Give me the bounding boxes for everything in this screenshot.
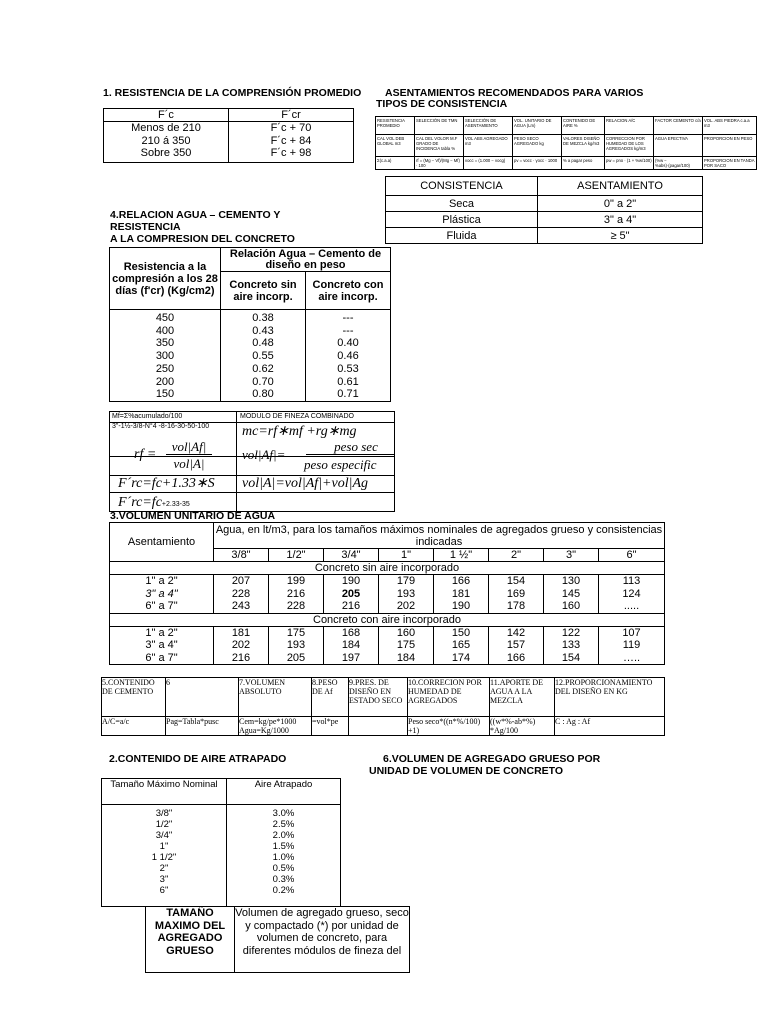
agua-con-column [214, 626, 269, 665]
agua-con-column [599, 626, 665, 665]
step-formula: C : Ag : Af [555, 717, 665, 736]
agua-cell: 184 [341, 639, 361, 651]
tamano-cell: 6" [159, 885, 169, 896]
agua-cell: 119 [622, 639, 641, 651]
agua-sin-column [544, 575, 599, 614]
mini-cell: AGUA EFECTIVA [654, 135, 703, 157]
resistencia-cell: 400 [155, 324, 175, 337]
volaf-numerator: peso sec [306, 439, 395, 455]
mini-cell: VOL ABS AGREGADO m3 [464, 135, 513, 157]
header-fcr: F´cr [229, 109, 354, 122]
asentamiento-cell: 0" a 2" [538, 196, 703, 212]
mini-row [376, 157, 757, 170]
section-4-title-line3: A LA COMPRESION DEL CONCRETO [110, 233, 295, 245]
agua-cell: 175 [286, 626, 306, 639]
mini-cell: (%w − %abs)·(pagar/100) [654, 157, 703, 170]
fc-cell: Sobre 350 [140, 147, 192, 159]
agua-cell: 190 [451, 600, 471, 612]
resistencia-promedio-table [103, 108, 354, 163]
fc-column [104, 122, 229, 163]
step-formula: ((w*%-ab*%) *Ag/100 [490, 717, 555, 736]
resistencia-cell: 300 [155, 350, 175, 363]
mini-cell: pw = pno · (1 + %w/100) [605, 157, 654, 170]
agua-cell: 228 [286, 600, 306, 612]
agua-cell: 168 [341, 626, 361, 639]
sin-aire-cell: 0.48 [252, 337, 274, 350]
subheader-con-aire: Concreto con aire incorporado [110, 613, 665, 626]
header-resistencia: Resistencia a la compresión a los 28 días (f'cr) (Kg/cm2) [110, 248, 221, 310]
section-3-title: 3.VOLUMEN UNITARIO DE AGUA [110, 510, 276, 522]
asent-cell: 3" a 4" [145, 639, 178, 651]
aire-column [227, 805, 341, 907]
mini-cell: Σ(c.a.a) [376, 157, 415, 170]
mini-cell: vocc = (1.000 − vocg) [464, 157, 513, 170]
mini-cell: CONTENIDO DE AIRE % [562, 117, 605, 135]
sin-aire-cell: 0.70 [252, 375, 274, 388]
agua-cell: 202 [231, 639, 251, 651]
agua-cell: 181 [231, 626, 251, 639]
step-header: 6 [166, 678, 239, 717]
agua-cell: 193 [396, 587, 416, 600]
section-4-title-line1: 4.RELACION AGUA – CEMENTO Y [110, 209, 281, 221]
mini-cell: RELACION A/C [605, 117, 654, 135]
agua-con-column [544, 626, 599, 665]
agua-con-column [379, 626, 434, 665]
resistencia-cell: 450 [155, 312, 175, 324]
mini-cell: CORRECCION POR HUMEDAD DE LOS AGREGADOS kg/m3 [605, 135, 654, 157]
agua-cell: 165 [451, 639, 471, 651]
agua-sin-column [379, 575, 434, 614]
mini-row [376, 117, 757, 135]
volumen-agregado-grueso-table [145, 906, 410, 973]
agua-sin-column [324, 575, 379, 614]
con-aire-cell: 0.71 [337, 388, 359, 401]
con-aire-cell: 0.61 [337, 375, 359, 388]
mini-cell: PESO SECO AGREGADO kg [513, 135, 562, 157]
aire-cell: 3.0% [272, 808, 295, 819]
pasos-diseno-table [101, 677, 665, 736]
agua-sin-column [599, 575, 665, 614]
diseno-resumen-table [375, 116, 757, 170]
tamano-cell: 1/2" [155, 819, 173, 830]
con-aire-cell: --- [342, 312, 354, 324]
agua-cell: 184 [396, 651, 416, 664]
agua-cell: 179 [396, 575, 416, 587]
agua-cell: 216 [286, 587, 306, 600]
header-asentamiento-agua: Asentamiento [110, 523, 214, 562]
fcr-cell: F´c + 70 [270, 122, 312, 134]
size-header: 2" [489, 549, 544, 562]
agua-cell: 205 [286, 651, 306, 664]
size-header: 3/4" [324, 549, 379, 562]
agua-cell: ..... [623, 600, 640, 612]
agua-cell: 160 [396, 626, 416, 639]
resistencia-cell: 350 [155, 337, 175, 350]
agua-cell: 207 [231, 575, 251, 587]
aire-cell: 2.0% [272, 830, 295, 841]
resistencia-cell: 150 [155, 388, 175, 401]
size-header: 3" [544, 549, 599, 562]
rf-numerator: vol|Af| [166, 439, 212, 455]
mc-lhs: mc [242, 424, 259, 439]
asentamiento-title-line1: ASENTAMIENTOS RECOMENDADOS PARA VARIOS [385, 87, 644, 99]
agua-cell: 169 [506, 587, 526, 600]
agua-cell: 199 [286, 575, 306, 587]
aire-cell: 1.0% [272, 852, 295, 863]
agua-cell: 216 [341, 600, 361, 612]
tamano-column [102, 805, 227, 907]
agua-sin-column [434, 575, 489, 614]
mini-cell: SELECCIÓN DE TMN [415, 117, 464, 135]
asent-cell: 1" a 2" [145, 575, 178, 587]
agua-cell: 145 [561, 587, 581, 600]
fcr2-sub: +2.33-35 [161, 501, 190, 508]
tamano-cell: 1" [159, 841, 169, 852]
sin-aire-cell: 0.62 [252, 362, 274, 375]
step-formula-line: Cem=kg/pe*1000 [239, 717, 297, 726]
tamano-cell: 3/8" [155, 808, 173, 819]
formulas-box [109, 411, 395, 512]
mini-cell: VALORES DISEÑO DE MEZCLA kg/m3 [562, 135, 605, 157]
agua-cell: 205 [341, 587, 361, 600]
aire-cell: 0.2% [272, 885, 295, 896]
step-formula [239, 717, 312, 736]
sin-aire-cell: 0.80 [252, 388, 274, 401]
asent-cell: 1" a 2" [145, 626, 178, 639]
agua-cell: 133 [561, 639, 581, 651]
con-aire-cell: 0.53 [337, 362, 359, 375]
mf-definition: Mf=Σ%acumulado/100 [112, 413, 183, 420]
fc-cell: 210 á 350 [141, 134, 191, 147]
mini-cell: SELECCIÓN DE ASENTAMIENTO [464, 117, 513, 135]
subheader-sin-aire: Concreto sin aire incorporado [110, 562, 665, 575]
mini-cell: CAL DEL VOLOR M.F GRADO DE INCIDENCIA tabla % [415, 135, 464, 157]
asentamiento-cell: 3" a 4" [538, 212, 703, 228]
fcr2-main: F´rc=fc [118, 495, 162, 510]
fcr-formula-1: F´rc=fc+1.33∗S [118, 476, 215, 491]
agua-con-column [489, 626, 544, 665]
step-header: 11.APORTE DE AGUA A LA MEZCLA [490, 678, 555, 717]
header-tamano: Tamaño Máximo Nominal [102, 779, 227, 805]
fcr-column [229, 122, 354, 163]
step-formula: A/C=a/c [102, 717, 166, 736]
tamano-cell: 3/4" [155, 830, 173, 841]
aire-cell: 0.3% [272, 874, 295, 885]
header-con-aire: Concreto con aire incorp. [306, 272, 391, 310]
agua-sin-column [489, 575, 544, 614]
agua-cell: 107 [622, 626, 641, 639]
asent-sin-column [110, 575, 214, 614]
agua-con-column [269, 626, 324, 665]
section-2-title: 2.CONTENIDO DE AIRE ATRAPADO [109, 753, 287, 765]
agua-cell: 174 [451, 651, 471, 664]
step-header: 8.PESO DE Af [312, 678, 349, 717]
fcr-formula-2 [118, 493, 190, 511]
section-6-title-line1: 6.VOLUMEN DE AGREGADO GRUESO POR [383, 753, 601, 765]
mallas-list: 3"-1½-3/8-N°4 -8-16-30-50-100 [112, 423, 210, 430]
agua-cell: 178 [506, 600, 526, 612]
size-header: 1/2" [269, 549, 324, 562]
step-header: 7.VOLUMEN ABSOLUTO [239, 678, 312, 717]
fc-cell: Menos de 210 [131, 122, 201, 134]
step-formula-empty [349, 717, 408, 736]
size-header: 1 ½" [434, 549, 489, 562]
header-fc: F´c [104, 109, 229, 122]
rf-lhs: rf = [134, 447, 157, 462]
header-aire: Aire Atrapado [227, 779, 341, 805]
consistencia-cell: Plástica [386, 212, 538, 228]
agua-cell: 197 [341, 651, 361, 664]
con-aire-cell: 0.40 [337, 337, 359, 350]
mini-cell: pv = vocc · γocc · 1000 [513, 157, 562, 170]
step-formula: Pag=Tabla*pusc [166, 717, 239, 736]
agua-cell: 202 [396, 600, 416, 612]
resistencia-column [110, 310, 221, 402]
agua-cell: 154 [561, 651, 581, 664]
consistencia-cell: Seca [386, 196, 538, 212]
section-1-title: 1. RESISTENCIA DE LA COMPRENSIÓN PROMEDIO [103, 87, 362, 99]
agua-sin-column [214, 575, 269, 614]
section-6-title-line2: UNIDAD DE VOLUMEN DE CONCRETO [369, 765, 564, 777]
agua-cell: 157 [506, 639, 526, 651]
mini-cell: CAL VOL DEB GLOBAL m3 [376, 135, 415, 157]
mini-cell: VOL. UNITARIO DE AGUA (Lm) [513, 117, 562, 135]
header-agua: Agua, en lt/m3, para los tamaños máximos nominales de agregados grueso y consistencias indicadas [214, 523, 665, 549]
agua-cell: 193 [286, 639, 306, 651]
volaf-lhs: vol|Af|= [242, 447, 286, 462]
vola-formula: vol|A|=vol|Af|+vol|Ag [242, 476, 368, 491]
asent-con-column [110, 626, 214, 665]
agua-cell: 166 [451, 575, 471, 587]
step-header: 10.CORRECION POR HUMEDAD DE AGREGADOS [408, 678, 490, 717]
agua-cell: 228 [231, 587, 251, 600]
asent-cell: 6" a 7" [145, 600, 178, 612]
con-aire-cell: --- [342, 324, 354, 337]
step-formula-line: Agua=Kg/1000 [239, 726, 289, 735]
agua-cell: 142 [506, 626, 526, 639]
volaf-denominator: peso especific [304, 457, 377, 472]
agua-cell: 150 [451, 626, 471, 639]
header-sin-aire: Concreto sin aire incorp. [221, 272, 306, 310]
agua-con-column [434, 626, 489, 665]
rf-denominator: vol|A| [173, 456, 205, 471]
sin-aire-cell: 0.38 [252, 312, 274, 324]
mini-cell: FACTOR CEMENTO c/a [654, 117, 703, 135]
agua-cell: 113 [622, 575, 641, 587]
asent-cell: 6" a 7" [145, 651, 178, 664]
mini-row [376, 135, 757, 157]
tamano-cell: 2" [159, 863, 169, 874]
step-header: 5.CONTENIDO DE CEMENTO [102, 678, 166, 717]
mini-cell: rf = (Mg − Vf)/(Mg − Mf) · 100 [415, 157, 464, 170]
mini-cell: RESISTENCIA PROMEDIO [376, 117, 415, 135]
asentamiento-title-line2: TIPOS DE CONSISTENCIA [376, 98, 508, 110]
tamano-cell: 1 1/2" [151, 852, 177, 863]
header-volumen-agregado: Volumen de agregado grueso, seco y compactado (*) por unidad de volumen de concreto, para diferentes módulos de fineza del [235, 907, 410, 973]
agua-cell: 154 [506, 575, 526, 587]
mini-cell: VOL. ABS PIEDRA c.a.a m3 [703, 117, 757, 135]
relacion-agua-cemento-table [109, 247, 391, 402]
section-4-title-line2: RESISTENCIA [110, 221, 181, 233]
resistencia-cell: 250 [155, 362, 175, 375]
size-header: 3/8" [214, 549, 269, 562]
agua-cell: 130 [561, 575, 581, 587]
header-consistencia: CONSISTENCIA [386, 177, 538, 196]
mini-cell: PROPORCION EN TANDA POR SACO [704, 158, 755, 168]
agua-cell: 166 [506, 651, 526, 664]
header-asentamiento: ASENTAMIENTO [538, 177, 703, 196]
agua-cell: 175 [396, 639, 416, 651]
mc-formula [242, 424, 357, 440]
con-aire-column [306, 310, 391, 402]
agua-sin-column [269, 575, 324, 614]
tamano-cell: 3" [159, 874, 169, 885]
sin-aire-cell: 0.55 [252, 350, 274, 363]
agua-cell: 160 [561, 600, 581, 612]
fcr-cell: F´c + 84 [270, 134, 312, 147]
size-header: 1" [379, 549, 434, 562]
mini-cell: % a pagar peso [562, 157, 605, 170]
mini-cell: PROPORCION EN PESO [703, 135, 757, 157]
agua-cell: 124 [622, 587, 641, 600]
agua-cell: 243 [231, 600, 251, 612]
fcr-cell: F´c + 98 [270, 147, 312, 159]
header-tamano-agregado: TAMAÑO MAXIMO DEL AGREGADO GRUESO [146, 907, 235, 973]
aire-cell: 0.5% [272, 863, 295, 874]
sin-aire-column [221, 310, 306, 402]
step-formula: Peso seco*((n*%/100) +1) [408, 717, 490, 736]
mc-rhs: =rf∗mf +rg∗mg [258, 424, 357, 439]
header-relacion: Relación Agua – Cemento de diseño en peso [221, 248, 391, 272]
agua-cell: ….. [622, 651, 641, 664]
consistencia-table [385, 176, 703, 244]
volumen-unitario-agua-table [109, 522, 665, 665]
sin-aire-cell: 0.43 [252, 324, 274, 337]
agua-cell: 181 [451, 587, 471, 600]
agua-con-column [324, 626, 379, 665]
consistencia-cell: Fluida [386, 228, 538, 244]
asent-cell: 3" a 4" [145, 587, 178, 600]
step-header: 9.PRES. DE DISEÑO EN ESTADO SECO [349, 678, 408, 717]
aire-cell: 2.5% [272, 819, 295, 830]
aire-cell: 1.5% [272, 841, 295, 852]
step-header: 12.PROPORCIONAMIENTO DEL DISEÑO EN KG [555, 678, 665, 717]
step-formula: =vol*pe [312, 717, 349, 736]
asentamiento-cell: ≥ 5" [538, 228, 703, 244]
resistencia-cell: 200 [155, 375, 175, 388]
agua-cell: 122 [561, 626, 581, 639]
agua-cell: 190 [341, 575, 361, 587]
aire-atrapado-table [101, 778, 341, 907]
agua-cell: 216 [231, 651, 251, 664]
con-aire-cell: 0.46 [337, 350, 359, 363]
modulo-fineza-label: MODULO DE FINEZA COMBINADO [240, 413, 354, 420]
size-header: 6" [599, 549, 665, 562]
